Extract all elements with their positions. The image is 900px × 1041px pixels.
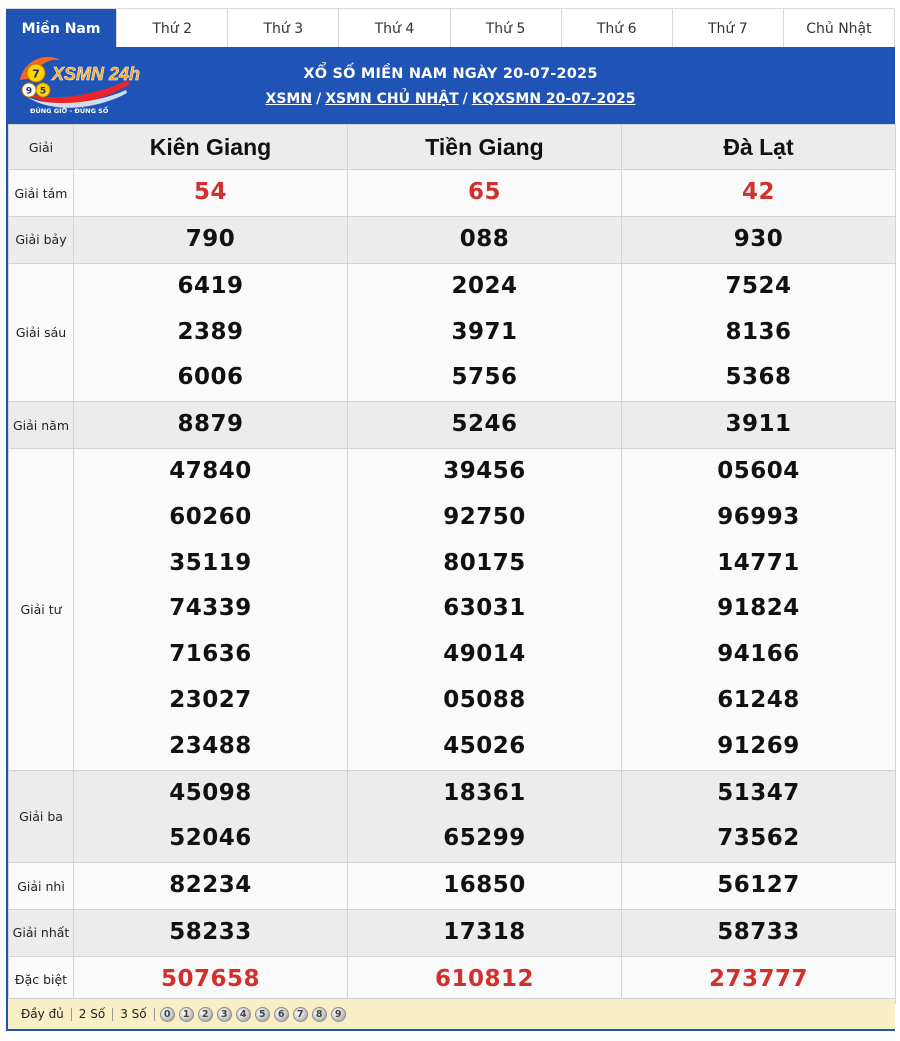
winning-number: 2024 xyxy=(451,272,518,299)
logo-graphic xyxy=(16,50,146,120)
prize-row xyxy=(9,863,896,910)
province-tien-giang[interactable]: Tiền Giang xyxy=(348,125,622,170)
prize-label: Giải nhất xyxy=(9,909,74,956)
svg-text:ĐÚNG GIỜ - ĐÚNG SỐ: ĐÚNG GIỜ - ĐÚNG SỐ xyxy=(30,107,109,115)
winning-number: 5246 xyxy=(451,411,518,438)
prize-cell xyxy=(348,402,622,449)
prize-cell xyxy=(622,263,896,401)
winning-number: 8136 xyxy=(725,318,792,345)
prize-cell xyxy=(348,863,622,910)
winning-number: 58733 xyxy=(717,918,800,945)
prize-cell xyxy=(74,217,348,264)
prize-row xyxy=(9,170,896,217)
prize-cell xyxy=(622,909,896,956)
winning-number: 05604 xyxy=(717,457,800,484)
winning-number: 088 xyxy=(459,226,510,252)
display-options-bar xyxy=(8,998,895,1029)
province-kien-giang[interactable]: Kiên Giang xyxy=(74,125,348,170)
prize-label: Đặc biệt xyxy=(9,956,74,1003)
breadcrumb-separator: / xyxy=(462,91,468,107)
tab-thu-3[interactable]: Thứ 3 xyxy=(228,9,339,48)
prize-cell xyxy=(74,956,348,1003)
prize-label: Giải ba xyxy=(9,770,74,863)
tab-thu-7[interactable]: Thứ 7 xyxy=(673,9,784,48)
winning-number: 65299 xyxy=(443,825,526,852)
results-table xyxy=(8,124,896,1004)
winning-number: 56127 xyxy=(717,872,800,899)
digit-filter xyxy=(155,1007,350,1022)
prize-cell xyxy=(74,170,348,217)
prize-cell xyxy=(622,170,896,217)
prize-cell xyxy=(74,402,348,449)
digit-ball-3[interactable]: 3 xyxy=(217,1007,232,1022)
prize-row xyxy=(9,448,896,770)
table-header-row xyxy=(9,125,896,170)
winning-number: 17318 xyxy=(443,918,526,945)
prize-cell xyxy=(348,770,622,863)
winning-number: 91824 xyxy=(717,595,800,622)
prize-column-header: Giải xyxy=(9,125,74,170)
prize-cell xyxy=(622,448,896,770)
winning-number: 80175 xyxy=(443,549,526,576)
prize-row xyxy=(9,263,896,401)
link-xsmn[interactable]: XSMN xyxy=(265,91,313,107)
option-2-digits[interactable]: 2 Số xyxy=(72,1008,113,1021)
digit-ball-2[interactable]: 2 xyxy=(198,1007,213,1022)
winning-number: 790 xyxy=(185,226,236,252)
prize-cell xyxy=(348,217,622,264)
digit-ball-9[interactable]: 9 xyxy=(331,1007,346,1022)
winning-number: 42 xyxy=(741,179,775,206)
winning-number: 51347 xyxy=(717,779,800,806)
digit-ball-8[interactable]: 8 xyxy=(312,1007,327,1022)
winning-number: 18361 xyxy=(443,779,526,806)
svg-text:7: 7 xyxy=(32,67,40,81)
prize-cell xyxy=(74,909,348,956)
province-da-lat[interactable]: Đà Lạt xyxy=(622,125,896,170)
winning-number: 96993 xyxy=(717,503,800,530)
winning-number: 6419 xyxy=(177,272,244,299)
prize-cell xyxy=(74,263,348,401)
svg-text:XSMN 24h: XSMN 24h xyxy=(52,64,141,84)
link-xsmn-chu-nhat[interactable]: XSMN CHỦ NHẬT xyxy=(325,91,459,107)
digit-ball-5[interactable]: 5 xyxy=(255,1007,270,1022)
prize-cell xyxy=(348,448,622,770)
prize-cell xyxy=(74,770,348,863)
day-tabs xyxy=(6,8,895,47)
winning-number: 54 xyxy=(193,179,227,206)
winning-number: 49014 xyxy=(443,641,526,668)
breadcrumb-separator: / xyxy=(316,91,322,107)
winning-number: 92750 xyxy=(443,503,526,530)
prize-cell xyxy=(622,402,896,449)
winning-number: 39456 xyxy=(443,457,526,484)
winning-number: 930 xyxy=(733,226,784,252)
prize-cell xyxy=(622,863,896,910)
prize-row xyxy=(9,402,896,449)
winning-number: 14771 xyxy=(717,549,800,576)
tab-thu-5[interactable]: Thứ 5 xyxy=(451,9,562,48)
tab-chu-nhat[interactable]: Chủ Nhật xyxy=(784,9,895,48)
prize-row xyxy=(9,956,896,1003)
winning-number: 61248 xyxy=(717,686,800,713)
digit-ball-0[interactable]: 0 xyxy=(160,1007,175,1022)
svg-text:9: 9 xyxy=(25,86,33,97)
prize-cell xyxy=(74,863,348,910)
results-header xyxy=(6,47,895,124)
digit-ball-1[interactable]: 1 xyxy=(179,1007,194,1022)
winning-number: 71636 xyxy=(169,641,252,668)
prize-label: Giải bảy xyxy=(9,217,74,264)
link-kqxsmn-date[interactable]: KQXSMN 20-07-2025 xyxy=(471,91,636,107)
winning-number: 23027 xyxy=(169,686,252,713)
winning-number: 65 xyxy=(467,179,501,206)
prize-cell xyxy=(348,909,622,956)
winning-number: 74339 xyxy=(169,595,252,622)
prize-cell xyxy=(622,217,896,264)
prize-cell xyxy=(348,170,622,217)
winning-number: 23488 xyxy=(169,732,252,759)
winning-number: 273777 xyxy=(708,965,809,992)
option-full[interactable]: Đầy đủ xyxy=(21,1008,72,1021)
prize-label: Giải tám xyxy=(9,170,74,217)
winning-number: 58233 xyxy=(169,918,252,945)
winning-number: 610812 xyxy=(434,965,535,992)
breadcrumb xyxy=(6,91,895,107)
winning-number: 2389 xyxy=(177,318,244,345)
digit-ball-7[interactable]: 7 xyxy=(293,1007,308,1022)
winning-number: 7524 xyxy=(725,272,792,299)
prize-label: Giải sáu xyxy=(9,263,74,401)
winning-number: 507658 xyxy=(160,965,261,992)
tab-thu-6[interactable]: Thứ 6 xyxy=(562,9,673,48)
winning-number: 5368 xyxy=(725,364,792,391)
prize-row xyxy=(9,770,896,863)
winning-number: 05088 xyxy=(443,686,526,713)
winning-number: 91269 xyxy=(717,732,800,759)
winning-number: 5756 xyxy=(451,364,518,391)
prize-cell xyxy=(348,956,622,1003)
prize-row xyxy=(9,909,896,956)
digit-ball-4[interactable]: 4 xyxy=(236,1007,251,1022)
winning-number: 8879 xyxy=(177,411,244,438)
prize-cell xyxy=(348,263,622,401)
winning-number: 82234 xyxy=(169,872,252,899)
tab-mien-nam[interactable]: Miền Nam xyxy=(6,9,117,48)
winning-number: 6006 xyxy=(177,364,244,391)
prize-label: Giải nhì xyxy=(9,863,74,910)
prize-cell xyxy=(622,956,896,1003)
tab-thu-2[interactable]: Thứ 2 xyxy=(117,9,228,48)
winning-number: 47840 xyxy=(169,457,252,484)
svg-text:5: 5 xyxy=(39,86,47,97)
winning-number: 63031 xyxy=(443,595,526,622)
winning-number: 16850 xyxy=(443,872,526,899)
prize-cell xyxy=(74,448,348,770)
winning-number: 3911 xyxy=(725,411,792,438)
prize-row xyxy=(9,217,896,264)
option-3-digits[interactable]: 3 Số xyxy=(113,1008,154,1021)
winning-number: 52046 xyxy=(169,825,252,852)
winning-number: 60260 xyxy=(169,503,252,530)
digit-ball-6[interactable]: 6 xyxy=(274,1007,289,1022)
prize-cell xyxy=(622,770,896,863)
xoso24h-logo[interactable] xyxy=(16,50,146,120)
winning-number: 45098 xyxy=(169,779,252,806)
tab-thu-4[interactable]: Thứ 4 xyxy=(339,9,450,48)
winning-number: 73562 xyxy=(717,825,800,852)
winning-number: 45026 xyxy=(443,732,526,759)
prize-label: Giải tư xyxy=(9,448,74,770)
page-title: XỔ SỐ MIỀN NAM NGÀY 20-07-2025 xyxy=(303,66,598,82)
winning-number: 35119 xyxy=(169,549,252,576)
winning-number: 3971 xyxy=(451,318,518,345)
winning-number: 94166 xyxy=(717,641,800,668)
prize-label: Giải năm xyxy=(9,402,74,449)
